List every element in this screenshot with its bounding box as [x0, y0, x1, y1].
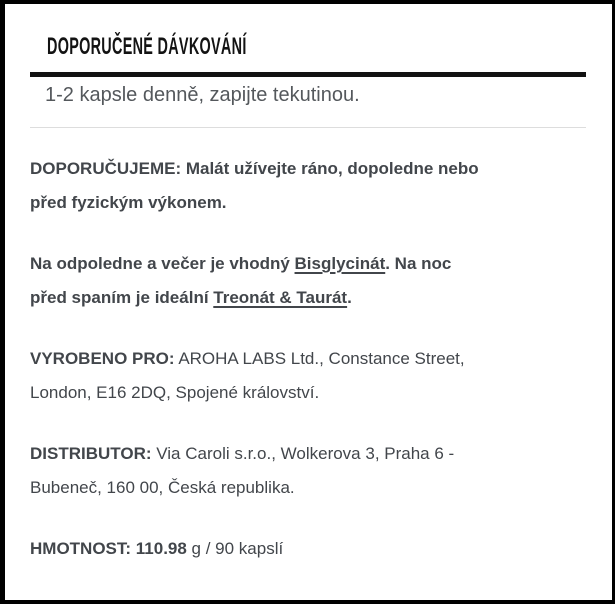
weight-paragraph	[30, 532, 485, 566]
treonat-taurat-link[interactable]: Treonát & Taurát	[213, 288, 348, 307]
product-info-body	[30, 152, 586, 566]
recommendation-label: DOPORUČUJEME:	[30, 159, 182, 178]
weight-value: 110.98	[131, 539, 187, 558]
distributor-label: DISTRIBUTOR:	[30, 444, 152, 463]
timing-text-part1: Na odpoledne a večer je vhodný	[30, 254, 295, 273]
recommendation-paragraph	[30, 152, 485, 220]
manufacturer-label: VYROBENO PRO:	[30, 349, 175, 368]
dosage-summary-text: 1-2 kapsle denně, zapijte tekutinou.	[45, 84, 360, 106]
bisglycinat-link[interactable]: Bisglycinát	[294, 254, 386, 273]
timing-text-part3: .	[347, 288, 352, 307]
section-divider	[30, 127, 586, 128]
section-title: DOPORUČENÉ DÁVKOVÁNÍ	[47, 33, 247, 60]
manufacturer-paragraph	[30, 342, 485, 410]
manufacturer-text: AROHA LABS Ltd., Constance Street, London, E16 2DQ, Spojené království.	[30, 349, 465, 402]
weight-unit-text: g / 90 kapslí	[186, 539, 284, 558]
timing-paragraph	[30, 247, 485, 315]
distributor-text: Via Caroli s.r.o., Wolkerova 3, Praha 6 - Bubeneč, 160 00, Česká republika.	[30, 444, 455, 497]
timing-text-part2: . Na noc před spaním je ideální	[30, 254, 452, 307]
distributor-paragraph	[30, 437, 485, 505]
weight-label: HMOTNOST:	[30, 539, 132, 558]
dosage-section-header[interactable]	[30, 32, 586, 62]
recommendation-text: Malát užívejte ráno, dopoledne nebo před fyzickým výkonem.	[30, 159, 479, 212]
title-underline-rule	[30, 72, 586, 77]
